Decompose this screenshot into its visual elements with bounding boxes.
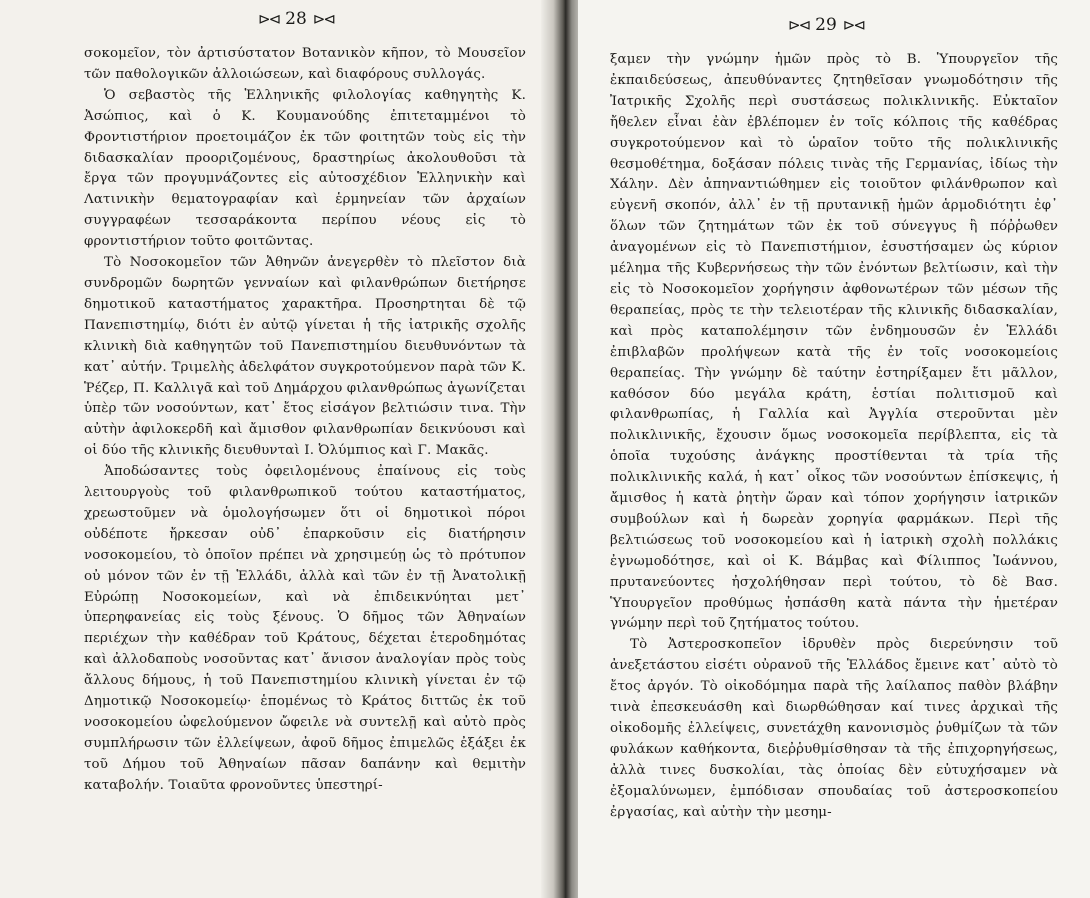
right-page bbox=[578, 0, 1090, 898]
right-page-text bbox=[610, 50, 1058, 824]
ornament-right-icon: ⊳⊲ bbox=[842, 16, 864, 34]
right-page-header bbox=[788, 14, 864, 36]
ornament-left-icon: ⊳⊲ bbox=[788, 16, 810, 34]
paragraph: Τὸ Ἀστεροσκοπεῖον ἱδρυθὲν πρὸς διερεύνησιν τοῦ ἀνεξετάστου εἰσέτι οὐρανοῦ τῆς Ἑλλάδος ἔμεινε κατ᾽ αὐτὸ τὸ ἔτος ἀργόν. Τὸ οἰκοδόμημα παρὰ τῆς λαίλαπος παθὸν βλάβην τινὰ ἐπεσκευάσθη καὶ διωρθώθησαν καί τινες ἀρχικαὶ τῆς οἰκοδομῆς ἐλλείψεις, συνετάχθη κανονισμὸς ῥυθμίζων τὰ τῶν φυλάκων καθήκοντα, διεῤῥυθμίσθησαν τὰ τῆς ἐπιχορηγήσεως, ἀλλὰ τινες δυσκολίαι, τὰς ὁποίας δὲν εὐτυχήσαμεν νὰ ἐξομαλύνωμεν, ἐμπόδισαν σπουδαίας τοῦ ἀστεροσκοπείου ἐργασίας, καὶ αὐτὴν τὴν μεσημ- bbox=[610, 637, 1058, 820]
left-page-header bbox=[258, 8, 334, 30]
paragraph: ξαμεν τὴν γνώμην ἡμῶν πρὸς τὸ Β. Ὑπουργεῖον τῆς ἐκπαιδεύσεως, ἀπευθύναντες ζητηθεῖσαν γνωμοδότησιν τῆς Ἰατρικῆς Σχολῆς περὶ συστάσεως πολικλινικῆς. Εὐκταῖον ἤθελεν εἶναι ἐὰν ἐβλέπομεν ἐν τοῖς κόλποις τῆς καθέδρας συγκροτούμενον καὶ τὸ ὡραῖον τοῦτο τῆς πολικλινικῆς θεσμοθέτημα, δοξάσαν πόλεις τινὰς τῆς Γερμανίας, ἰδίως τὴν Χάλην. Δὲν ἀπηναντιώθημεν εἰς τοιοῦτον φιλάνθρωπον καὶ εὐγενῆ σκοπόν, ἀλλ᾽ ἐν τῇ πρυτανικῇ ἡμῶν ἁρμοδιότητι ἐφ᾽ ὅλων τῶν ζητημάτων τῶν ἐκ τοῦ σύνεγγυς ἢ πόῤῥωθεν ἀναγομένων εἰς τὸ Πανεπιστήμιον, ἐσυστήσαμεν ὡς κύριον μέλημα τῆς Κυβερνήσεως τὴν τῶν ἐνόντων βελτίωσιν, καὶ τὴν εἰς τὸ Νοσοκομεῖον χορήγησιν ἀφθονωτέρων τῶν μέσων τῆς θεραπείας, πρὸς τε τὴν τελειοτέραν τῆς κλινικῆς διδασκαλίαν, καὶ πρὸς καταπολέμησιν τῶν ἐνδημουσῶν ἐν Ἑλλάδι ἐπιβλαβῶν προλήψεων κατὰ τῆς ἐν τοῖς νοσοκομείοις θεραπείας. Τὴν γνώμην δὲ ταύτην ἐστηρίξαμεν ἔτι μᾶλλον, καθόσον δύο μεγάλα κράτη, ἑστίαι πολιτισμοῦ καὶ φιλανθρωπίας, ἡ Γαλλία καὶ Ἀγγλία στεροῦνται μὲν πολικλινικῆς, ἔχουσιν ὅμως νοσοκομεῖα περίβλεπτα, εἰς τὰ ὁποῖα τυχούσης ἀνάγκης προστίθενται τὰ τρία τῆς πολικλινικῆς καλά, ἡ κατ᾽ οἶκος τῶν νοσούντων ἐπίσκεψις, ἡ ἄμισθος ἡ κατὰ ῥητὴν ὥραν καὶ τόπον χορήγησιν ἰατρικῶν συμβούλων καὶ ἡ δωρεὰν χορηγία φαρμάκων. Περὶ τῆς βελτιώσεως τοῦ νοσοκομείου καὶ ἡ ἰατρικὴ σχολὴ πολλάκις ἐγνωμοδότησε, καὶ οἱ Κ. Βάμβας καὶ Φίλιππος Ἰωάννου, πρυτανεύοντες ἠσχολήθησαν περὶ τούτου, τὸ δὲ Βασ. Ὑπουργεῖον προθύμως ἠσπάσθη κατὰ πάντα τὴν ἡμετέραν γνώμην περὶ τοῦ ζητήματος τούτου. bbox=[610, 52, 1058, 632]
paragraph: Ὁ σεβαστὸς τῆς Ἑλληνικῆς φιλολογίας καθηγητὴς Κ. Ἀσώπιος, καὶ ὁ Κ. Κουμανούδης ἐπιτεταμμένοι τὸ Φροντιστήριον προετοιμάζον ἐκ τῶν φοιτητῶν τοὺς εἰς τὴν διδασκαλίαν προοριζομένους, δραστηρίως ἀκολουθοῦσι τὰ ἔργα τῶν προγυμνάζοντες εἰς αὐτοσχέδιον Ἑλληνικὴν καὶ Λατινικὴν θεματογραφίαν καὶ ἑρμηνείαν τῶν ἀρχαίων συγγραφέων τεσσαράκοντα περίπου νέους εἰς τὸ φροντιστήριον τοῦτο φοιτῶντας. bbox=[84, 87, 526, 250]
right-page-number: 29 bbox=[815, 15, 837, 35]
paragraph: Τὸ Νοσοκομεῖον τῶν Ἀθηνῶν ἀνεγερθὲν τὸ πλεῖστον διὰ συνδρομῶν δωρητῶν γενναίων καὶ φιλανθρώπων διετήρησε δημοτικοῦ καταστήματος χαρακτῆρα. Προσηρτηται δὲ τῷ Πανεπιστημίῳ, διότι ἐν αὐτῷ γίνεται ἡ τῆς ἰατρικῆς σχολῆς κλινικὴ διὰ καθηγητῶν τοῦ Πανεπιστημίου διευθυνόντων τὰ κατ᾽ αὐτήν. Τριμελὴς ἀδελφάτον συγκροτούμενον παρὰ τῶν Κ. Ῥέζερ, Π. Καλλιγᾶ καὶ τοῦ Δημάρχου φιλανθρώπως ἀγωνίζεται ὑπὲρ τῶν νοσούντων, κατ᾽ ἔτος εἰσάγον βελτιώσιν τινα. Τὴν αὐτὴν ἀφιλοκερδῆ καὶ ἄμισθον φιλανθρωπίαν δεικνύουσι καὶ οἱ δύο τῆς κλινικῆς διευθυνταὶ Ι. Ὀλύμπιος καὶ Γ. Μακᾶς. bbox=[84, 255, 526, 459]
ornament-left-icon: ⊳⊲ bbox=[258, 10, 280, 28]
ornament-right-icon: ⊳⊲ bbox=[312, 10, 334, 28]
left-page-number: 28 bbox=[285, 9, 307, 29]
left-page-text bbox=[84, 44, 526, 797]
paragraph: σοκομεῖον, τὸν ἀρτισύστατον Βοτανικὸν κῆπον, τὸ Μουσεῖον τῶν παθολογικῶν ἀλλοιώσεων, καὶ διαφόρους συλλογάς. bbox=[84, 46, 526, 82]
paragraph: Ἀποδώσαντες τοὺς ὀφειλομένους ἐπαίνους εἰς τοὺς λειτουργοὺς τοῦ φιλανθρωπικοῦ τούτου καταστήματος, χρεωστοῦμεν νὰ ὁμολογήσωμεν ὅτι οἱ δημοτικοὶ πόροι οὐδέποτε ἤρκεσαν οὐδ᾽ ἐπαρκοῦσιν εἰς διατήρησιν νοσοκομείου, τὸ ὁποῖον πρέπει νὰ χρησιμεύῃ ὡς τὸ πρότυπον οὐ μόνον τῶν ἐν τῇ Ἑλλάδι, ἀλλὰ καὶ τῶν ἐν τῇ Ἀνατολικῇ Εὐρώπῃ Νοσοκομείων, καὶ νὰ ἐπιδεικνύηται μετ᾽ ὑπερηφανείας εἰς τοὺς ξένους. Ὁ δῆμος τῶν Ἀθηναίων περιέχων τὴν καθέδραν τοῦ Κράτους, δέχεται ἑτεροδημότας καὶ ἀλλοδαποὺς νοσοῦντας κατ᾽ ἄνισον ἀναλογίαν πρὸς τοὺς ἄλλους δήμους, ἡ τοῦ Πανεπιστημίου κλινικὴ γίνεται ἐν τῷ Δημοτικῷ Νοσοκομείῳ· ἑπομένως τὸ Κράτος διττῶς ἐκ τοῦ νοσοκομείου ὠφελούμενον ὤφειλε νὰ συντελῇ καὶ αὐτὸ πρὸς συμπλήρωσιν τῶν ἐλλείψεων, ἀφοῦ δῆμος ἐπιμελῶς ἐξάξει ἐκ τοῦ Δήμου τοῦ Ἀθηναίων πᾶσαν δαπάνην καὶ θεμιτὴν καταβολήν. Τοιαῦτα φρονοῦντες ὑπεστηρί- bbox=[84, 464, 526, 793]
